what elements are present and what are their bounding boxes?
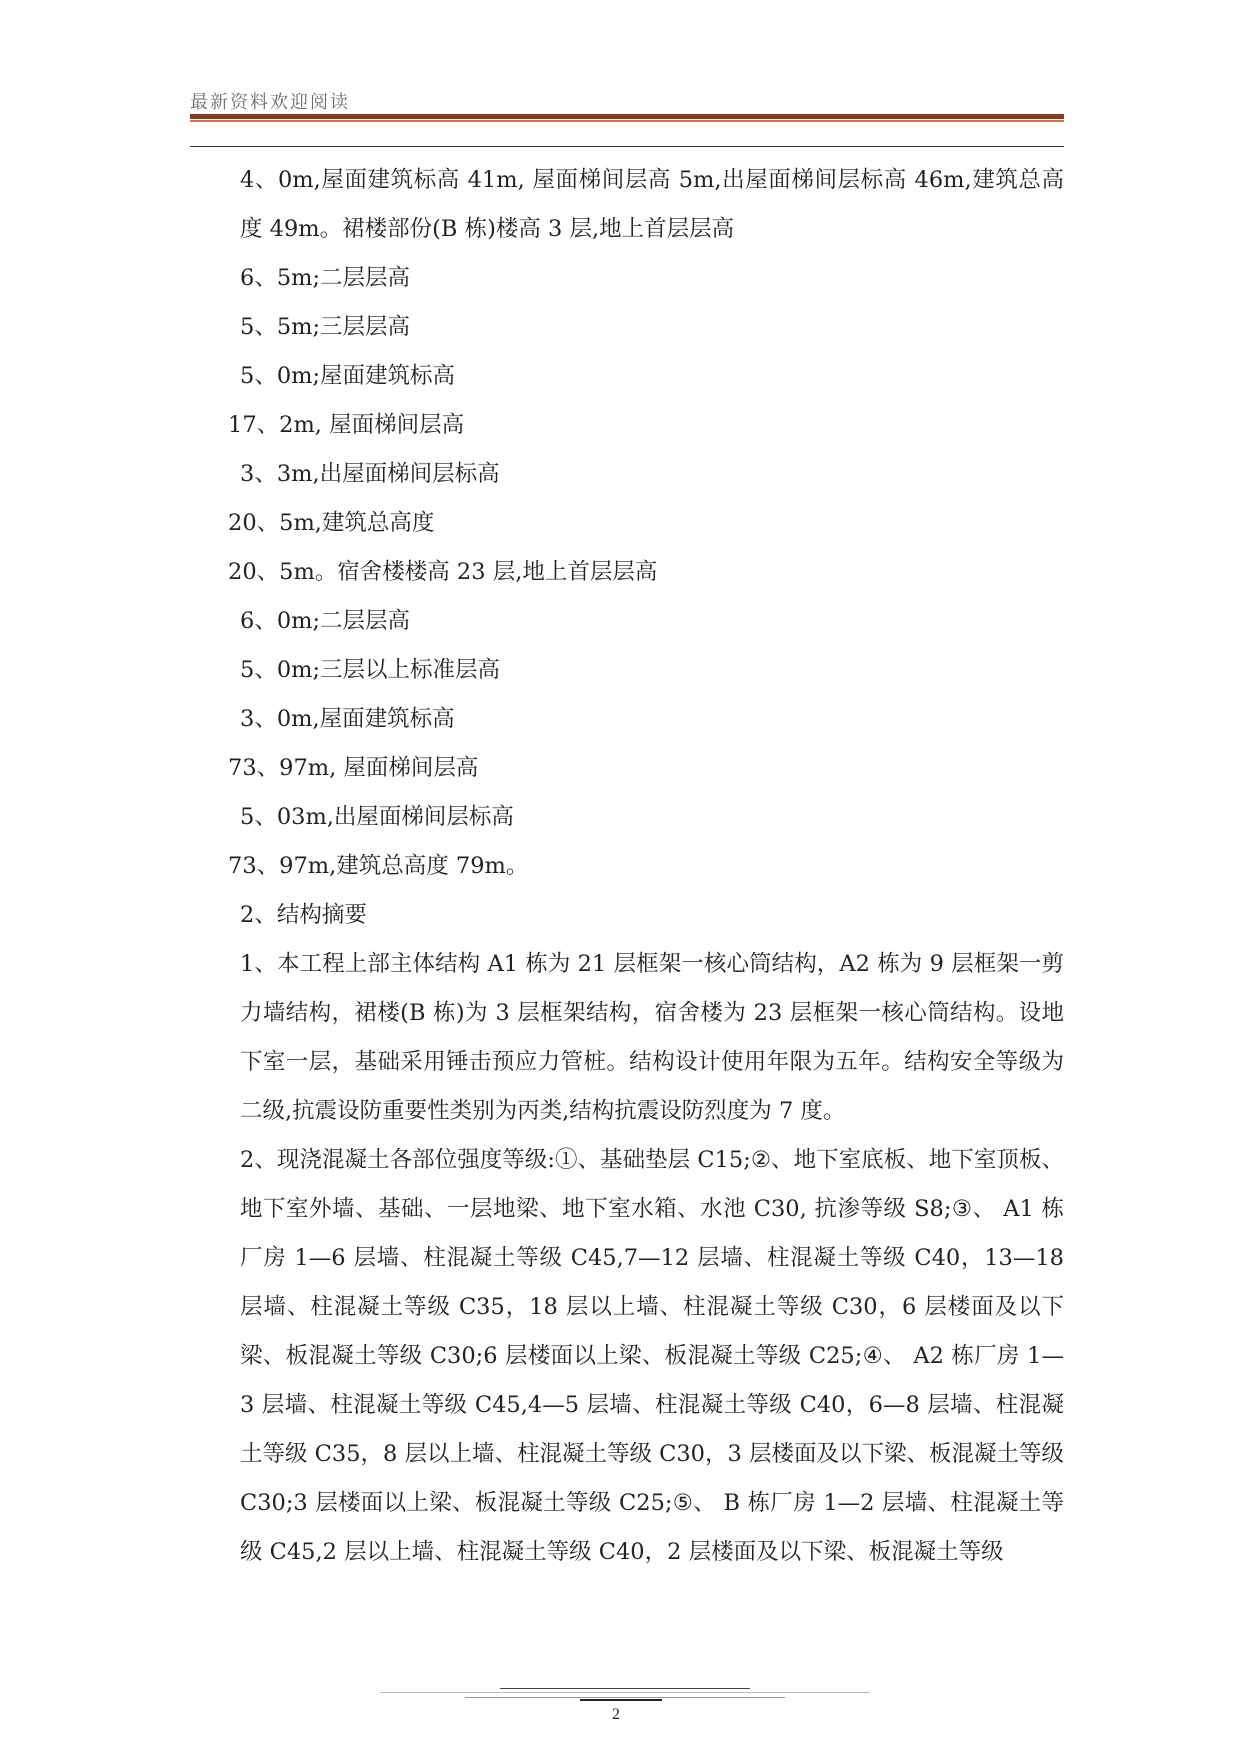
paragraph: 1、本工程上部主体结构 A1 栋为 21 层框架一核心筒结构，A2 栋为 9 层框架一剪力墙结构，裙楼(B 栋)为 3 层框架结构，宿舍楼为 23 层框架一核心筒结构。设地下室一层，基础采用锤击预应力管桩。结构设计使用年限为五年。结构安全等级为二级,抗震设防重要性类别为丙类,结构抗震设防烈度为 7 度。 <box>240 951 1064 1124</box>
paragraph: 17、2m, 屋面梯间层高 <box>228 412 465 438</box>
header-rule-accent <box>190 120 1064 122</box>
document-body <box>190 156 1064 1577</box>
paragraph: 20、5m,建筑总高度 <box>228 510 435 536</box>
paragraph: 73、97m, 屋面梯间层高 <box>228 755 479 781</box>
paragraph: 6、0m;二层层高 <box>240 608 411 634</box>
footer-rule <box>465 1697 785 1698</box>
paragraph: 5、03m,出屋面梯间层标高 <box>240 804 514 830</box>
paragraph: 5、0m;三层以上标准层高 <box>240 657 501 683</box>
header-rule-thick <box>190 114 1064 119</box>
footer-rule <box>500 1688 750 1689</box>
paragraph: 4、0m,屋面建筑标高 41m, 屋面梯间层高 5m,出屋面梯间层标高 46m,建筑总高度 49m。裙楼部份(B 栋)楼高 3 层,地上首层层高 <box>240 167 1064 242</box>
paragraph: 20、5m。宿舍楼楼高 23 层,地上首层层高 <box>228 559 658 585</box>
section-heading: 2、结构摘要 <box>240 902 367 928</box>
page-number: 2 <box>612 1706 620 1723</box>
paragraph: 3、0m,屋面建筑标高 <box>240 706 455 732</box>
paragraph: 2、现浇混凝土各部位强度等级:①、基础垫层 C15;②、地下室底板、地下室顶板、地下室外墙、基础、一层地梁、地下室水箱、水池 C30, 抗渗等级 S8;③、 A1 栋厂房 1—6 层墙、柱混凝土等级 C45,7—12 层墙、柱混凝土等级 C40，13—18 层墙、柱混凝土等级 C35，18 层以上墙、柱混凝土等级 C30，6 层楼面及以下梁、板混凝土等级 C30;6 层楼面以上梁、板混凝土等级 C25;④、 A2 栋厂房 1—3 层墙、柱混凝土等级 C45,4—5 层墙、柱混凝土等级 C40，6—8 层墙、柱混凝土等级 C35，8 层以上墙、柱混凝土等级 C30，3 层楼面及以下梁、板混凝土等级 C30;3 层楼面以上梁、板混凝土等级 C25;⑤、 B 栋厂房 1—2 层墙、柱混凝土等级 C45,2 层以上墙、柱混凝土等级 C40，2 层楼面及以下梁、板混凝土等级 <box>240 1147 1064 1565</box>
footer-rule <box>580 1699 662 1701</box>
paragraph: 3、3m,出屋面梯间层标高 <box>240 461 500 487</box>
paragraph: 5、0m;屋面建筑标高 <box>240 363 456 389</box>
header-title: 最新资料欢迎阅读 <box>190 92 350 113</box>
paragraph: 73、97m,建筑总高度 79m。 <box>228 853 529 879</box>
paragraph: 6、5m;二层层高 <box>240 265 411 291</box>
footer-rule <box>380 1692 870 1693</box>
paragraph: 5、5m;三层层高 <box>240 314 411 340</box>
header-rule-thin <box>190 146 1064 147</box>
